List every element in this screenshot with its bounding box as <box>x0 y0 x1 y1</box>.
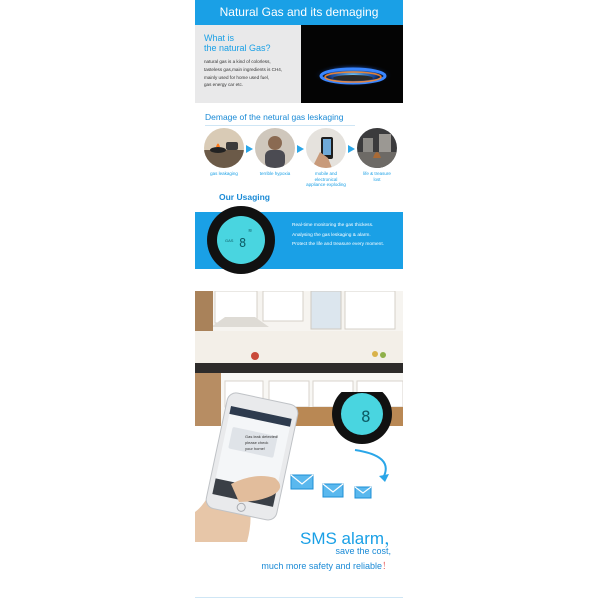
damage-title: Demage of the netural gas leskaging <box>205 112 344 122</box>
gas-flame-photo <box>301 25 403 103</box>
phone-and-detector-illustration <box>195 392 403 542</box>
product-page <box>195 0 403 600</box>
label-line: gas leakaging <box>210 171 238 176</box>
appliance-label <box>302 171 350 188</box>
whatis-desc-line: natural gas is a kind of colorless, <box>204 59 271 64</box>
detector-device <box>207 206 275 274</box>
arrow-right-icon <box>297 145 304 153</box>
sms-subtitle-2 <box>261 559 391 572</box>
usage-point: Protect the life and treasure every moment. <box>292 242 384 247</box>
detector-screen <box>217 216 265 264</box>
envelope-icon <box>323 484 343 497</box>
sms-title-punct: ， <box>384 529 402 548</box>
usage-points <box>292 223 400 252</box>
header-title: Natural Gas and its demaging <box>219 5 379 19</box>
header-banner <box>195 0 403 25</box>
whatis-desc-line: tasteless gas,main ingredients is CH4, <box>204 66 283 72</box>
arrow-right-icon <box>348 145 355 153</box>
gas-leak-photo <box>204 128 244 168</box>
label-line: appliance exploding <box>306 182 346 187</box>
gas-flame-illustration <box>301 25 403 103</box>
whatis-title-line1: What is <box>204 33 235 43</box>
usage-title: Our Usaging <box>219 192 271 202</box>
arrow-right-icon <box>246 145 253 153</box>
usage-point: Analysing the gas leskaging & alarm. <box>292 232 371 238</box>
whatis-desc-line: mainly used for home used fuel, <box>204 74 270 80</box>
wifi-icon: ≋ <box>248 228 253 234</box>
digit-display: 8 <box>239 236 247 250</box>
sms-subtitle-2-text: much more safety and reliable <box>261 561 382 571</box>
label-line: terrible hypoxia <box>259 171 291 176</box>
phone-message-line: please check <box>245 440 269 445</box>
hypoxia-label <box>251 171 299 177</box>
divider <box>195 597 403 598</box>
phone-message-line: your home! <box>245 446 266 451</box>
gas-leak-label <box>200 171 248 177</box>
hypoxia-photo <box>255 128 295 168</box>
life-loss-label <box>353 171 401 182</box>
sms-subtitle-2-punct: ！ <box>381 561 391 571</box>
phone-message-line: Gas leak detected! <box>245 434 279 439</box>
label-line: electronical <box>314 176 338 182</box>
sms-title-text: SMS alarm <box>300 529 385 548</box>
person-icon <box>255 128 295 168</box>
whatis-section <box>195 25 403 103</box>
screen-label: GAS <box>225 238 234 243</box>
svg-text:8: 8 <box>361 407 371 426</box>
fire-scene-icon <box>357 128 397 168</box>
whatis-title <box>204 33 271 53</box>
label-line: lost <box>373 176 381 182</box>
divider <box>205 125 355 126</box>
appliance-photo <box>306 128 346 168</box>
whatis-desc-line: gas energy car etc. <box>204 82 244 88</box>
whatis-text-panel <box>195 25 301 103</box>
label-line: mobile and <box>314 171 337 176</box>
usage-point: Real-time monitoring the gas thickess. <box>292 223 374 228</box>
whatis-description <box>204 58 300 89</box>
envelope-icon <box>291 475 313 489</box>
stove-pan-icon <box>204 128 244 168</box>
sms-subtitle-1: save the cost, <box>335 546 391 556</box>
life-loss-photo <box>357 128 397 168</box>
label-line: life & treasure <box>363 171 391 176</box>
whatis-title-line2: the natural Gas? <box>204 43 271 53</box>
phone-hand-icon <box>306 128 346 168</box>
envelope-icon <box>355 487 371 498</box>
